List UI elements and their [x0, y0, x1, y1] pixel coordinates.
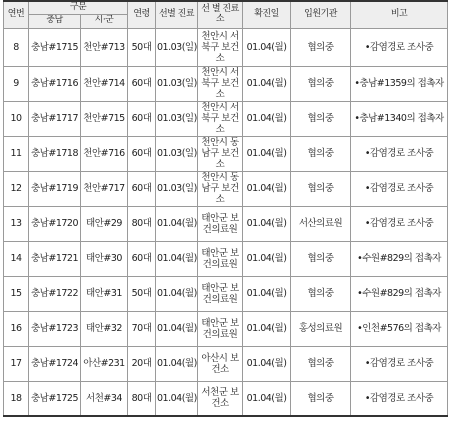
cell-screen-date: 01.03(일) [156, 171, 198, 206]
cell-city: 아산#231 [81, 346, 128, 381]
cell-no: 11 [4, 136, 29, 171]
table-row [4, 276, 448, 311]
cell-hospital: 서산의료원 [291, 206, 351, 241]
header-province: 충남 [29, 14, 81, 28]
table-row [4, 346, 448, 381]
cell-city: 천안#716 [81, 136, 128, 171]
table-row [4, 136, 448, 171]
header-no: 연번 [4, 1, 29, 28]
cell-note: •감염경로 조사중 [351, 346, 448, 381]
cell-city: 천안#717 [81, 171, 128, 206]
cell-province: 충남#1719 [29, 171, 81, 206]
table-row [4, 206, 448, 241]
cell-note: •충남#1359의 접촉자 [351, 66, 448, 101]
cell-screen-date: 01.04(월) [156, 311, 198, 346]
table-row [4, 311, 448, 346]
case-table [3, 0, 448, 417]
cell-age: 60대 [128, 101, 156, 136]
cell-note: •감염경로 조사중 [351, 28, 448, 66]
cell-no: 10 [4, 101, 29, 136]
cell-screen-site: 아산시 보건소 [198, 346, 243, 381]
cell-confirm-date: 01.04(월) [243, 28, 291, 66]
cell-confirm-date: 01.04(월) [243, 381, 291, 416]
cell-screen-site: 천안시 서북구 보건소 [198, 66, 243, 101]
cell-screen-site: 태안군 보건의료원 [198, 206, 243, 241]
cell-confirm-date: 01.04(월) [243, 206, 291, 241]
cell-hospital: 협의중 [291, 66, 351, 101]
cell-hospital: 협의중 [291, 241, 351, 276]
header-group: 구분 [29, 1, 128, 14]
header-screen-site: 선 별 진료소 [198, 1, 243, 28]
cell-hospital: 협의중 [291, 101, 351, 136]
cell-confirm-date: 01.04(월) [243, 136, 291, 171]
table-body [4, 28, 448, 416]
cell-no: 13 [4, 206, 29, 241]
cell-note: •감염경로 조사중 [351, 171, 448, 206]
cell-age: 60대 [128, 66, 156, 101]
cell-age: 60대 [128, 171, 156, 206]
cell-province: 충남#1720 [29, 206, 81, 241]
cell-confirm-date: 01.04(월) [243, 101, 291, 136]
cell-city: 천안#714 [81, 66, 128, 101]
table-row [4, 381, 448, 416]
cell-note: •감염경로 조사중 [351, 136, 448, 171]
cell-no: 17 [4, 346, 29, 381]
cell-age: 70대 [128, 311, 156, 346]
table-row [4, 28, 448, 66]
cell-confirm-date: 01.04(월) [243, 276, 291, 311]
cell-province: 충남#1715 [29, 28, 81, 66]
cell-hospital: 협의중 [291, 346, 351, 381]
cell-hospital: 협의중 [291, 171, 351, 206]
table-row [4, 66, 448, 101]
cell-province: 충남#1716 [29, 66, 81, 101]
cell-province: 충남#1721 [29, 241, 81, 276]
cell-no: 15 [4, 276, 29, 311]
cell-province: 충남#1717 [29, 101, 81, 136]
cell-province: 충남#1718 [29, 136, 81, 171]
cell-no: 16 [4, 311, 29, 346]
cell-no: 9 [4, 66, 29, 101]
cell-screen-site: 천안시 동남구 보건소 [198, 171, 243, 206]
cell-confirm-date: 01.04(월) [243, 311, 291, 346]
cell-screen-date: 01.04(월) [156, 381, 198, 416]
cell-city: 태안#30 [81, 241, 128, 276]
cell-age: 20대 [128, 346, 156, 381]
cell-hospital: 홍성의료원 [291, 311, 351, 346]
cell-screen-date: 01.03(일) [156, 66, 198, 101]
cell-screen-date: 01.04(월) [156, 241, 198, 276]
cell-hospital: 협의중 [291, 381, 351, 416]
cell-screen-site: 태안군 보건의료원 [198, 311, 243, 346]
header-note: 비고 [351, 1, 448, 28]
cell-city: 천안#715 [81, 101, 128, 136]
cell-screen-site: 태안군 보건의료원 [198, 276, 243, 311]
cell-screen-site: 천안시 동남구 보건소 [198, 136, 243, 171]
cell-note: •충남#1340의 접촉자 [351, 101, 448, 136]
table-row [4, 241, 448, 276]
cell-city: 태안#32 [81, 311, 128, 346]
header-hospital: 입원기관 [291, 1, 351, 28]
cell-confirm-date: 01.04(월) [243, 241, 291, 276]
cell-screen-site: 천안시 서북구 보건소 [198, 101, 243, 136]
cell-note: •감염경로 조사중 [351, 381, 448, 416]
cell-confirm-date: 01.04(월) [243, 171, 291, 206]
cell-age: 50대 [128, 28, 156, 66]
cell-city: 태안#29 [81, 206, 128, 241]
table-row [4, 101, 448, 136]
header-city: 시·군 [81, 14, 128, 28]
cell-hospital: 협의중 [291, 136, 351, 171]
cell-no: 14 [4, 241, 29, 276]
cell-screen-site: 서천군 보건소 [198, 381, 243, 416]
cell-screen-site: 천안시 서북구 보건소 [198, 28, 243, 66]
cell-no: 18 [4, 381, 29, 416]
cell-note: •감염경로 조사중 [351, 206, 448, 241]
cell-province: 충남#1722 [29, 276, 81, 311]
cell-note: •수원#829의 접촉자 [351, 241, 448, 276]
cell-city: 천안#713 [81, 28, 128, 66]
cell-screen-date: 01.04(월) [156, 206, 198, 241]
cell-age: 50대 [128, 276, 156, 311]
cell-age: 80대 [128, 206, 156, 241]
cell-age: 80대 [128, 381, 156, 416]
cell-screen-date: 01.03(일) [156, 101, 198, 136]
cell-no: 8 [4, 28, 29, 66]
table-row [4, 171, 448, 206]
cell-note: •인천#576의 접촉자 [351, 311, 448, 346]
cell-hospital: 협의중 [291, 28, 351, 66]
cell-confirm-date: 01.04(월) [243, 66, 291, 101]
cell-province: 충남#1725 [29, 381, 81, 416]
cell-note: •수원#829의 접촉자 [351, 276, 448, 311]
header-age: 연령 [128, 1, 156, 28]
table-header [4, 1, 448, 28]
cell-hospital: 협의중 [291, 276, 351, 311]
cell-confirm-date: 01.04(월) [243, 346, 291, 381]
cell-city: 서천#34 [81, 381, 128, 416]
header-confirm-date: 확진일 [243, 1, 291, 28]
cell-no: 12 [4, 171, 29, 206]
cell-screen-date: 01.04(월) [156, 276, 198, 311]
cell-screen-site: 태안군 보건의료원 [198, 241, 243, 276]
cell-screen-date: 01.04(월) [156, 346, 198, 381]
cell-province: 충남#1723 [29, 311, 81, 346]
header-screen-date: 선별 진료 [156, 1, 198, 28]
cell-age: 60대 [128, 136, 156, 171]
cell-screen-date: 01.03(일) [156, 28, 198, 66]
cell-city: 태안#31 [81, 276, 128, 311]
cell-province: 충남#1724 [29, 346, 81, 381]
cell-age: 60대 [128, 241, 156, 276]
cell-screen-date: 01.03(일) [156, 136, 198, 171]
